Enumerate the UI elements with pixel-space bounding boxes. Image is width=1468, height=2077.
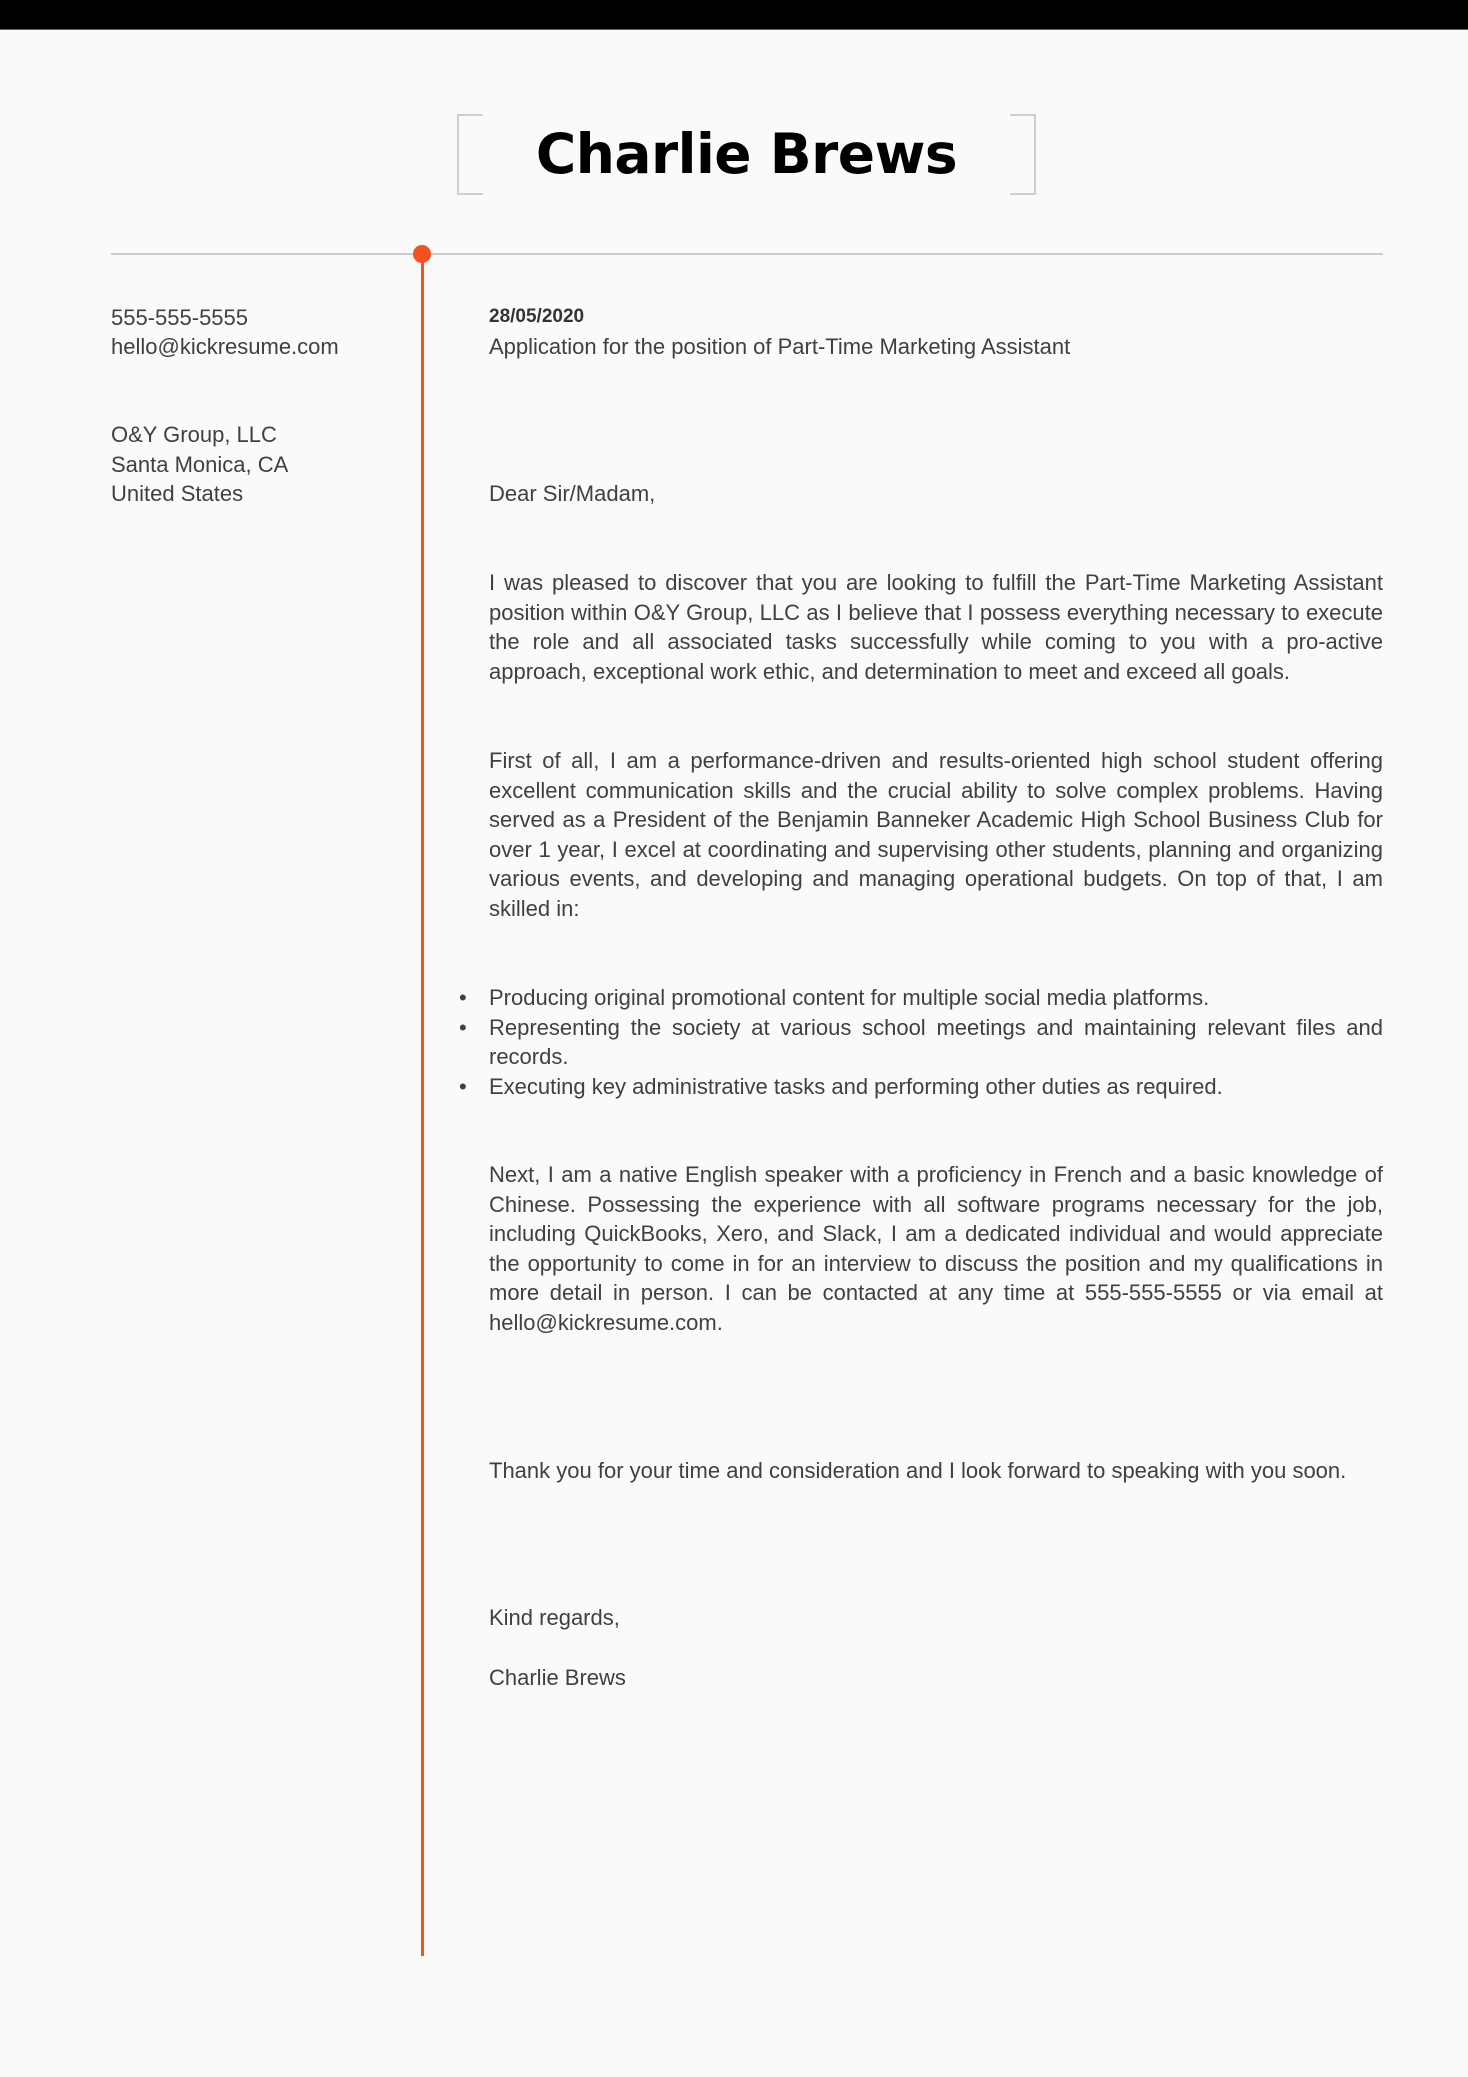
timeline-dot xyxy=(413,245,431,263)
paragraph-text: I was pleased to discover that you are looking to fulfill the Part-Time Marketing Assistant position within O&Y Group, LLC as I believe that I possess everything necessary to execute the role and all associated tasks successfully while coming to you with a pro-active approach, exceptional work ethic, and determination to meet and exceed all goals. xyxy=(489,570,1383,684)
closing: Kind regards, xyxy=(489,1605,620,1630)
list-item: • Executing key administrative tasks and performing other duties as required. xyxy=(489,1072,1383,1102)
applicant-name: Charlie Brews xyxy=(535,122,958,186)
paragraph-text: Thank you for your time and consideration and I look forward to speaking with you soon. xyxy=(489,1458,1347,1483)
skills-list xyxy=(489,983,1383,1101)
paragraph-experience xyxy=(489,746,1383,923)
vertical-timeline-line xyxy=(421,255,424,1956)
recipient-country: United States xyxy=(111,481,244,506)
paragraph-text: First of all, I am a performance-driven and results-oriented high school student offering excellent communication skills and the crucial ability to solve complex problems. Having served as a President of the Benjamin Banneker Academic High School Business Club for over 1 year, I excel at coordinating and supervising other students, planning and organizing various events, and developing and managing operational budgets. On top of that, I am skilled in: xyxy=(489,748,1383,921)
paragraph-intro xyxy=(489,568,1383,686)
recipient-city: Santa Monica, CA xyxy=(111,452,289,477)
list-item: • Representing the society at various school meetings and maintaining relevant files and records. xyxy=(489,1013,1383,1072)
list-item: • Producing original promotional content for multiple social media platforms. xyxy=(489,983,1383,1013)
horizontal-divider xyxy=(111,253,1383,255)
name-header xyxy=(457,114,1036,195)
contact-phone: 555-555-5555 xyxy=(111,305,249,330)
recipient-company: O&Y Group, LLC xyxy=(111,422,277,447)
signature: Charlie Brews xyxy=(489,1665,626,1690)
letter-date: 28/05/2020 xyxy=(489,306,585,327)
salutation: Dear Sir/Madam, xyxy=(489,481,656,506)
letter-subject: Application for the position of Part-Time Marketing Assistant xyxy=(489,334,1071,359)
top-black-bar xyxy=(0,0,1468,30)
paragraph-languages xyxy=(489,1160,1383,1337)
contact-email: hello@kickresume.com xyxy=(111,334,339,359)
paragraph-text: Next, I am a native English speaker with a proficiency in French and a basic knowledge of Chinese. Possessing the experience with all software programs necessary for the job, including QuickBooks, Xero, and Slack, I am a dedicated individual and would appreciate the opportunity to come in for an interview to discuss the position and my qualifications in more detail in person. I can be contacted at any time at 555-555-5555 or via email at hello@kickresume.com. xyxy=(489,1162,1383,1335)
paragraph-thanks xyxy=(489,1456,1383,1486)
